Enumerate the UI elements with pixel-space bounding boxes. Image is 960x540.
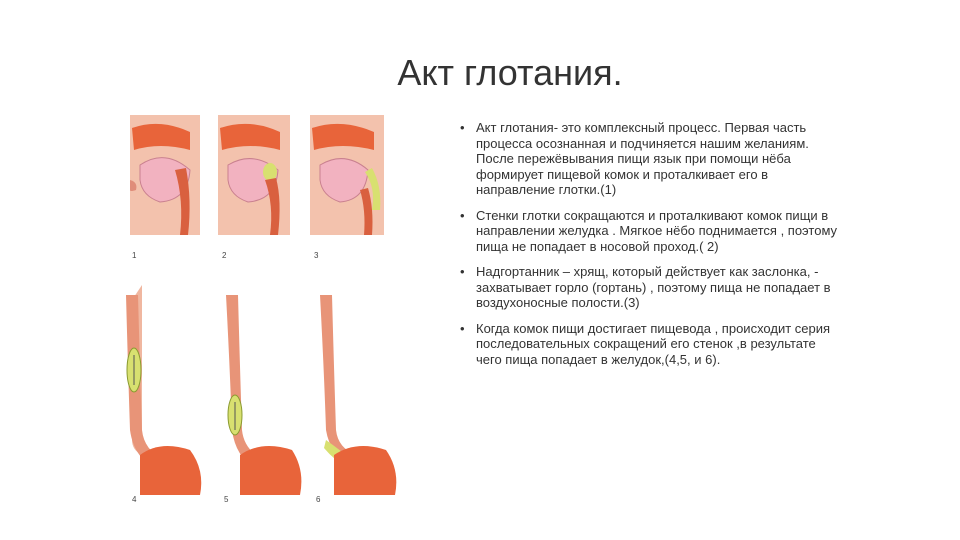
bullet-symbol: • — [460, 120, 465, 135]
bullet-symbol: • — [460, 264, 465, 279]
bullet-item — [458, 321, 838, 368]
bullet-text: Стенки глотки сокращаются и проталкивают комок пищи в направлении желудка . Мягкое нёбо поднимается , поэтому пища не попадает в носовой проход.( 2) — [476, 207, 838, 254]
figure-number-4: 4 — [132, 495, 137, 504]
bullet-item — [458, 208, 838, 255]
bullet-text: Акт глотания- это комплексный процесс. Первая часть процесса осознанная и подчиняется нашим желаниям. После пережёвывания пищи язык при помощи нёба формирует пищевой комок и проталкивает его в направление глотки.(1) — [476, 120, 809, 197]
head-section-3 — [310, 115, 384, 235]
figure-number-6: 6 — [316, 495, 321, 504]
head-section-1 — [130, 115, 200, 235]
bullet-symbol: • — [460, 320, 465, 336]
bullet-item — [458, 120, 838, 198]
bullet-list — [458, 120, 838, 377]
esophagus-5 — [226, 295, 301, 495]
figure-number-3: 3 — [314, 251, 319, 260]
slide-title: Акт глотания. — [397, 52, 623, 93]
figure-number-2: 2 — [222, 251, 227, 260]
bullet-text: Когда комок пищи достигает пищевода , происходит серия последовательных сокращений его стенок ,в результате чего пища попадает в желудок,(4,5, и 6). — [476, 320, 831, 367]
bullet-text: Надгортанник – хрящ, который действует как заслонка, - захватывает горло (гортань) , поэтому пища не попадает в воздухоносные полости.(3) — [476, 264, 831, 310]
swallowing-illustration — [120, 110, 420, 530]
esophagus-4 — [126, 285, 201, 495]
figure-number-5: 5 — [224, 495, 229, 504]
bullet-item — [458, 264, 838, 311]
bullet-symbol: • — [460, 207, 465, 223]
swallowing-diagram — [120, 110, 420, 530]
figure-number-1: 1 — [132, 251, 137, 260]
head-section-2 — [218, 115, 290, 235]
esophagus-6 — [320, 295, 396, 495]
